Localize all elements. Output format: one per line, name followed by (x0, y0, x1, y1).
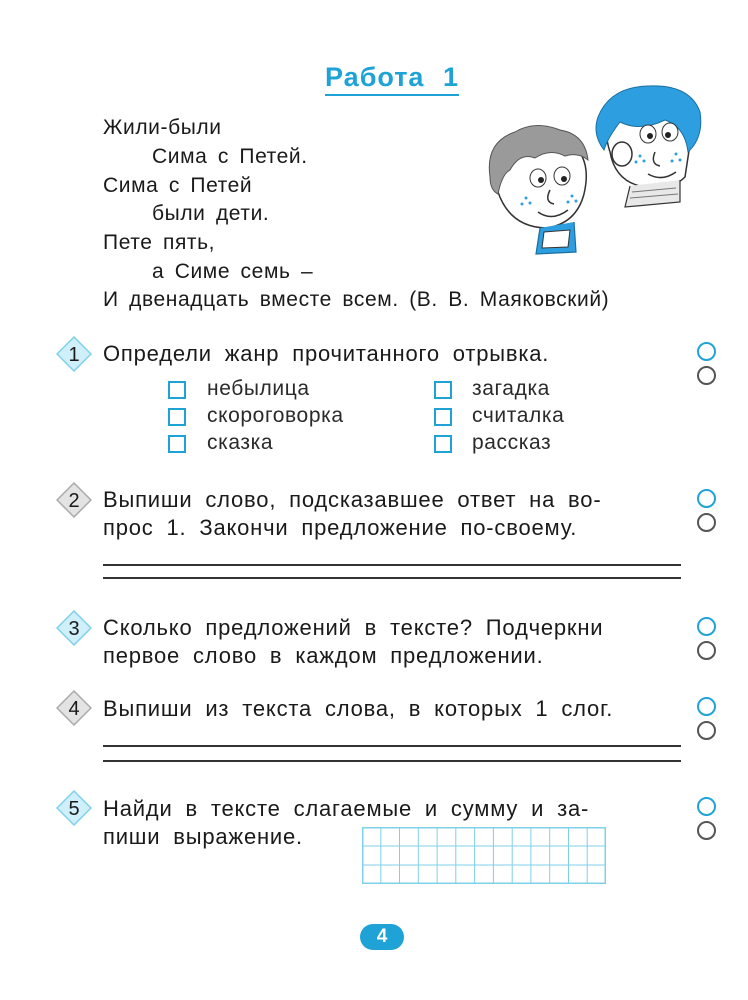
question-number: 4 (68, 698, 80, 720)
answer-line[interactable] (103, 564, 681, 566)
question-number-badge (56, 482, 92, 518)
option-label: считалка (472, 404, 565, 427)
question-number-badge (56, 336, 92, 372)
poem-line: Жили-были (103, 116, 222, 139)
question-text: Определи жанр прочитанного отрывка. (103, 341, 550, 366)
children-illustration (480, 82, 710, 262)
question-text: Сколько предложений в тексте? Подчеркни (103, 615, 604, 640)
poem-line: Пете пять, (103, 231, 216, 254)
answer-grid[interactable] (362, 827, 606, 884)
score-circle[interactable] (697, 697, 716, 716)
question-number: 5 (68, 798, 80, 820)
question-number: 3 (68, 618, 80, 640)
poem-line: Сима с Петей. (152, 145, 308, 168)
score-circle[interactable] (697, 342, 716, 361)
answer-line[interactable] (103, 745, 681, 747)
score-circle[interactable] (697, 617, 716, 636)
option-label: рассказ (472, 431, 552, 454)
score-circle[interactable] (697, 489, 716, 508)
poem-line: а Симе семь – (152, 260, 314, 283)
option-checkbox[interactable] (434, 435, 452, 453)
answer-line[interactable] (103, 760, 681, 762)
score-circle[interactable] (697, 641, 716, 660)
option-checkbox[interactable] (434, 408, 452, 426)
question-text: прос 1. Закончи предложение по-своему. (103, 515, 578, 540)
poem-line: Сима с Петей (103, 174, 253, 197)
score-circle[interactable] (697, 721, 716, 740)
question-text: Найди в тексте слагаемые и сумму и за- (103, 796, 590, 821)
answer-line[interactable] (103, 577, 681, 579)
question-number-badge (56, 790, 92, 826)
score-circle[interactable] (697, 513, 716, 532)
option-label: сказка (207, 431, 274, 454)
page-number: 4 (360, 924, 404, 950)
poem-line: были дети. (152, 202, 270, 225)
question-number: 2 (68, 490, 80, 512)
question-number: 1 (68, 344, 80, 366)
question-number-badge (56, 610, 92, 646)
score-circle[interactable] (697, 797, 716, 816)
option-checkbox[interactable] (168, 381, 186, 399)
question-text: первое слово в каждом предложении. (103, 643, 544, 668)
option-checkbox[interactable] (168, 435, 186, 453)
question-text: пиши выражение. (103, 824, 303, 849)
score-circle[interactable] (697, 821, 716, 840)
option-label: загадка (472, 377, 550, 400)
option-checkbox[interactable] (434, 381, 452, 399)
question-number-badge (56, 690, 92, 726)
question-text: Выпиши слово, подсказавшее ответ на во- (103, 487, 602, 512)
page-title: Работа 1 (0, 62, 748, 93)
option-label: скороговорка (207, 404, 344, 427)
option-label: небылица (207, 377, 310, 400)
score-circle[interactable] (697, 366, 716, 385)
poem-line: И двенадцать вместе всем. (В. В. Маяковский) (103, 288, 610, 311)
option-checkbox[interactable] (168, 408, 186, 426)
question-text: Выпиши из текста слова, в которых 1 слог. (103, 696, 614, 721)
